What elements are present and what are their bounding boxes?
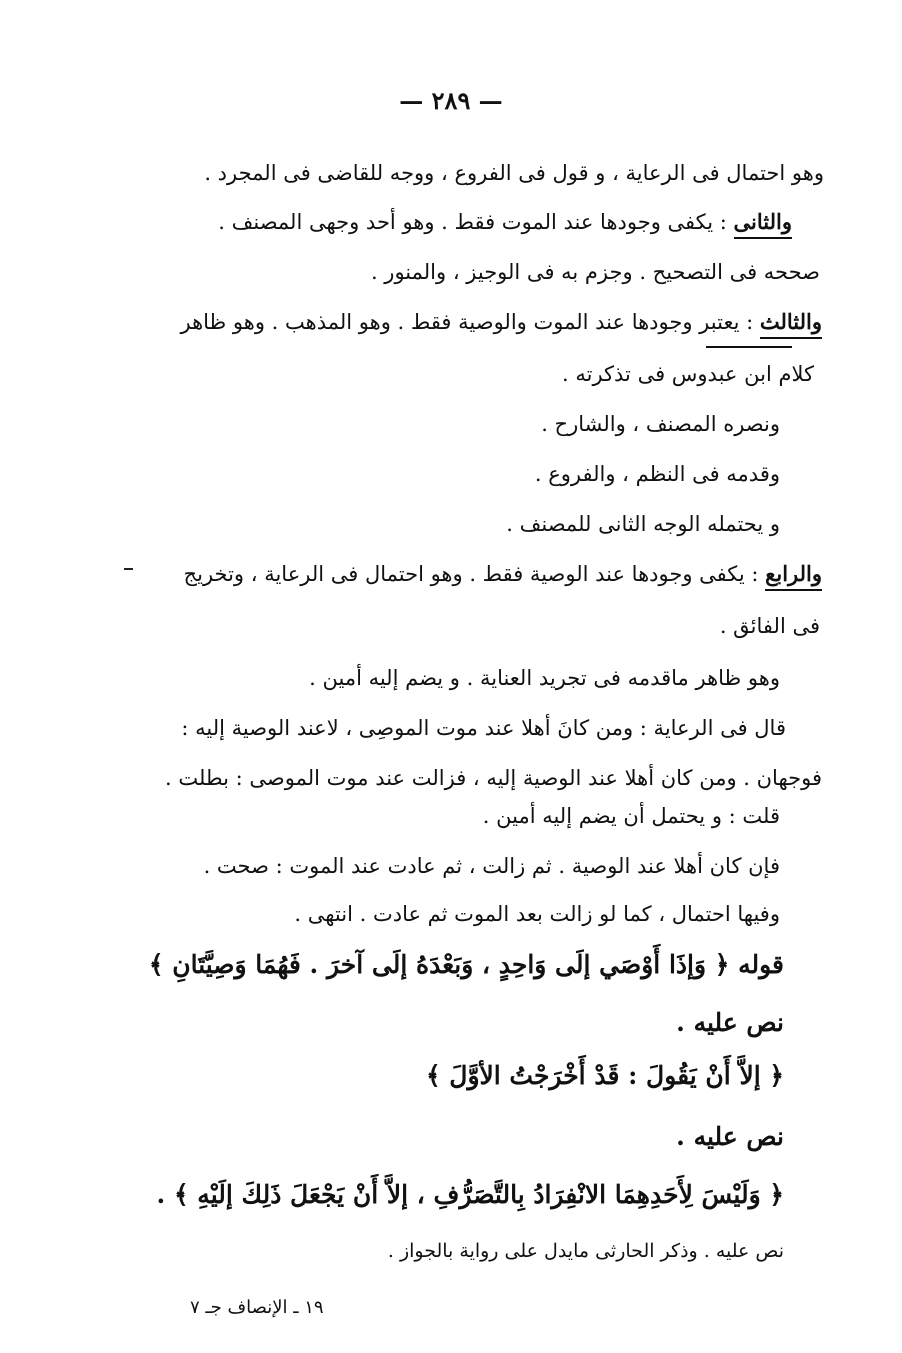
text-line-5: كلام ابن عبدوس فى تذكرته . [561,362,814,386]
text-line-20: نص عليه . [676,1122,784,1151]
text-line-14: قلت : و يحتمل أن يضم إليه أمين . [482,804,780,828]
text-line-4 [180,306,822,338]
margin-mark [124,568,133,570]
text-line-16: وفيها احتمال ، كما لو زالت بعد الموت ثم عادت . انتهى . [294,902,780,926]
text-line-22: نص عليه . وذكر الحارثى مايدل على رواية بالجواز . [387,1240,784,1262]
text-line-8: و يحتمله الوجه الثانى للمصنف . [506,512,780,536]
quote-line-2: ﴿ إلاَّ أَنْ يَقُولَ : قَدْ أَخْرَجْتُ الأوَّلَ ﴾ [425,1061,784,1090]
text-line-9-body: : يكفى وجودها عند الوصية فقط . وهو احتمال فى الرعاية ، وتخريج [183,562,759,586]
quote-line-3: ﴿ وَلَيْسَ لِأَحَدِهِمَا الانْفِرَادُ بِالتَّصَرُّفِ ، إلاَّ أَنْ يَجْعَلَ ذَلِكَ إلَيْهِ ﴾ . [156,1180,784,1209]
text-line-1: وهو احتمال فى الرعاية ، و قول فى الفروع ، ووجه للقاضى فى المجرد . [204,161,824,185]
text-line-4-body: : يعتبر وجودها عند الموت والوصية فقط . وهو المذهب . وهو ظاهر [180,310,754,334]
text-line-9 [184,558,822,590]
text-line-11: وهو ظاهر ماقدمه فى تجريد العناية . و يضم إليه أمين . [309,666,780,690]
underline-rule [706,346,792,348]
text-line-3: صححه فى التصحيح . وجزم به فى الوجيز ، والمنور . [370,260,820,284]
text-line-18: نص عليه . [676,1008,784,1037]
page-footer: ١٩ ـ الإنصاف جـ ٧ [190,1297,324,1318]
text-line-13: فوجهان . ومن كان أهلا عند الوصية إليه ، فزالت عند موت الموصى : بطلت . [165,766,822,790]
text-line-15: فإن كان أهلا عند الوصية . ثم زالت ، ثم عادت عند الموت : صحت . [203,854,780,878]
quote-line-1: قوله ﴿ وَإذَا أَوْصَي إلَى وَاحِدٍ ، وَبَعْدَهُ إلَى آخرَ . فَهُمَا وَصِيَّتَانِ ﴾ [148,950,784,979]
label-third: والثالث [760,309,822,339]
text-line-2 [218,206,792,238]
text-line-2-body: : يكفى وجودها عند الموت فقط . وهو أحد وجهى المصنف . [218,210,727,234]
text-line-7: وقدمه فى النظم ، والفروع . [534,462,780,486]
label-second: والثانى [734,209,792,239]
label-fourth: والرابع [765,561,822,591]
text-line-10: فى الفائق . [719,614,820,638]
page-number: — ٢٨٩ — [399,86,503,115]
text-line-6: ونصره المصنف ، والشارح . [541,412,780,436]
text-line-12: قال فى الرعاية : ومن كانَ أهلا عند موت الموصِى ، لاعند الوصية إليه : [181,716,786,740]
